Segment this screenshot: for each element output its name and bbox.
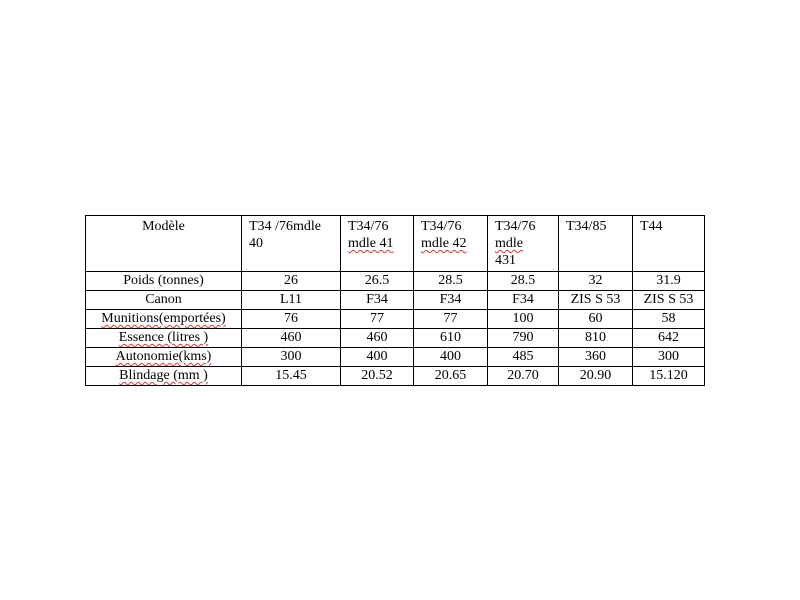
corner-header-cell <box>86 216 242 272</box>
model-name-line: T34/76 <box>348 219 389 234</box>
row-label-text: Munitions(emportées) <box>101 311 226 326</box>
model-header-cell <box>488 216 559 272</box>
value-cell: 20.70 <box>488 367 559 386</box>
value-cell: 485 <box>488 348 559 367</box>
value-cell: 20.52 <box>341 367 414 386</box>
value-cell: F34 <box>488 291 559 310</box>
value-cell: 77 <box>341 310 414 329</box>
value-cell: 460 <box>242 329 341 348</box>
value-cell: 32 <box>559 272 633 291</box>
table-row <box>86 348 705 367</box>
value-cell: 60 <box>559 310 633 329</box>
model-header-cell <box>242 216 341 272</box>
model-header-cell <box>341 216 414 272</box>
value-cell: 28.5 <box>414 272 488 291</box>
value-cell: ZIS S 53 <box>633 291 705 310</box>
value-cell: 58 <box>633 310 705 329</box>
table-row <box>86 310 705 329</box>
model-name-line: 40 <box>249 236 263 251</box>
value-cell: 300 <box>633 348 705 367</box>
value-cell: 26.5 <box>341 272 414 291</box>
model-header-cell <box>633 216 705 272</box>
table-row <box>86 329 705 348</box>
value-cell: 100 <box>488 310 559 329</box>
row-label-text: Essence (litres ) <box>118 330 209 345</box>
table-row <box>86 291 705 310</box>
model-name-line: mdle 41 <box>348 236 394 251</box>
value-cell: 76 <box>242 310 341 329</box>
value-cell: 28.5 <box>488 272 559 291</box>
value-cell: 400 <box>414 348 488 367</box>
value-cell: 610 <box>414 329 488 348</box>
model-name-line: T34 /76mdle <box>249 219 321 234</box>
model-header-cell <box>414 216 488 272</box>
row-label-cell: Canon <box>86 291 242 310</box>
model-name-line: T34/76 <box>421 219 462 234</box>
value-cell: 31.9 <box>633 272 705 291</box>
row-label-cell <box>86 310 242 329</box>
model-name-line: mdle <box>495 236 523 251</box>
model-name-line: mdle 42 <box>421 236 467 251</box>
model-name-line: T44 <box>640 219 663 234</box>
value-cell: F34 <box>341 291 414 310</box>
row-label-cell <box>86 348 242 367</box>
model-header-cell <box>559 216 633 272</box>
value-cell: 20.90 <box>559 367 633 386</box>
table-row <box>86 272 705 291</box>
value-cell: 360 <box>559 348 633 367</box>
value-cell: 460 <box>341 329 414 348</box>
value-cell: 810 <box>559 329 633 348</box>
value-cell: L11 <box>242 291 341 310</box>
model-name-line: T34/76 <box>495 219 536 234</box>
value-cell: 642 <box>633 329 705 348</box>
table-row <box>86 367 705 386</box>
value-cell: 400 <box>341 348 414 367</box>
row-label-cell <box>86 329 242 348</box>
model-name-line: T34/85 <box>566 219 607 234</box>
tank-comparison-table <box>85 215 705 386</box>
model-name-line: 431 <box>495 253 516 268</box>
row-label-text: Autonomie(kms) <box>115 349 212 364</box>
model-header-label: Modèle <box>142 219 185 234</box>
header-row <box>86 216 705 272</box>
value-cell: 300 <box>242 348 341 367</box>
value-cell: 15.120 <box>633 367 705 386</box>
value-cell: 26 <box>242 272 341 291</box>
value-cell: 20.65 <box>414 367 488 386</box>
value-cell: 790 <box>488 329 559 348</box>
value-cell: F34 <box>414 291 488 310</box>
value-cell: 77 <box>414 310 488 329</box>
value-cell: 15.45 <box>242 367 341 386</box>
row-label-text: Blindage (mm ) <box>119 368 208 383</box>
row-label-cell <box>86 367 242 386</box>
row-label-cell: Poids (tonnes) <box>86 272 242 291</box>
value-cell: ZIS S 53 <box>559 291 633 310</box>
